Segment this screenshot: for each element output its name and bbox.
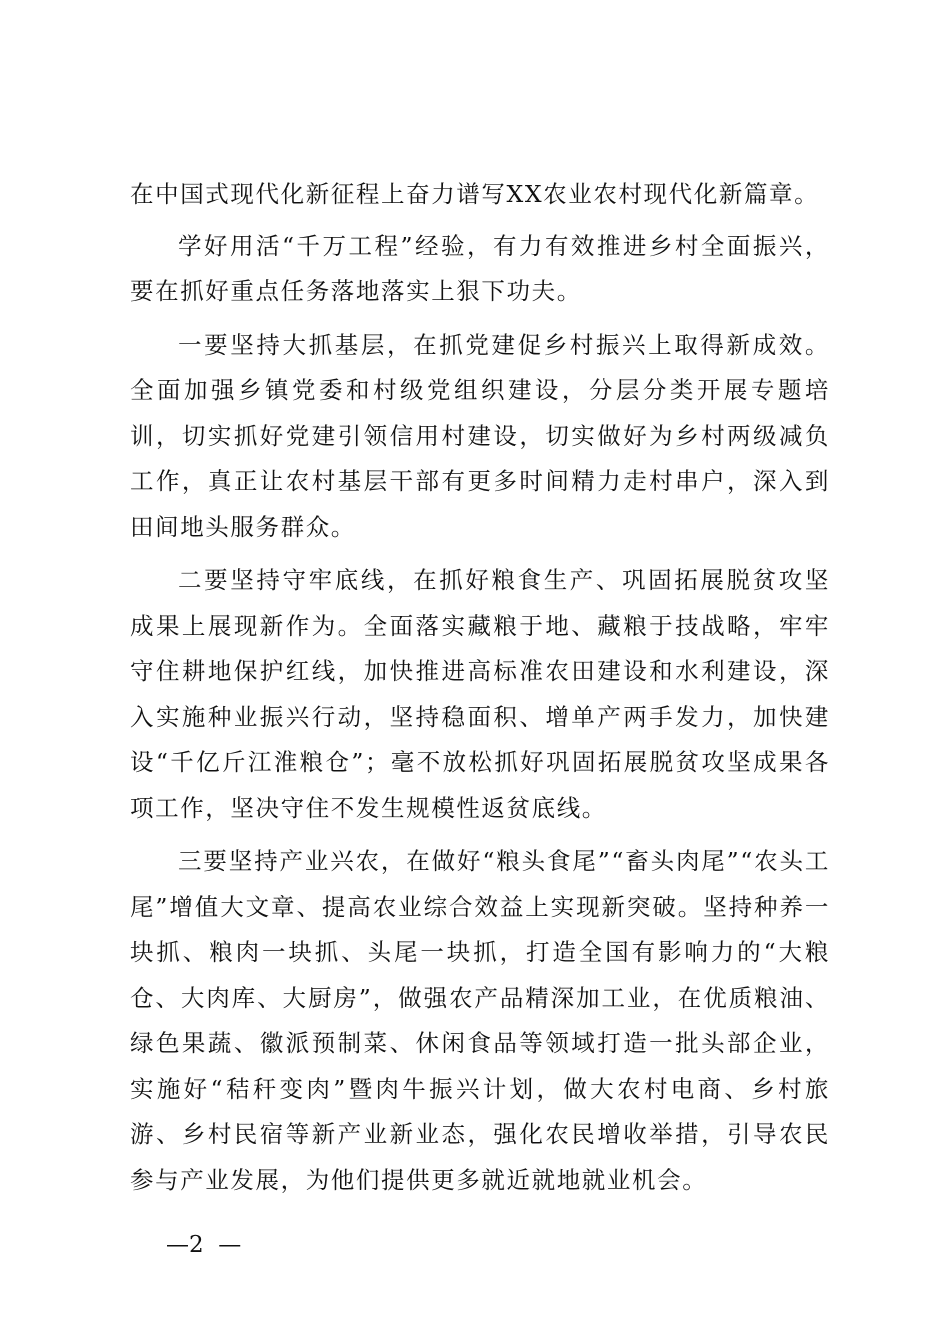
- paragraph-continuation: 在中国式现代化新征程上奋力谱写XX农业农村现代化新篇章。: [130, 180, 820, 208]
- paragraph-point-two: 二要坚持守牢底线，在抓好粮食生产、巩固拓展脱贫攻坚成果上展现新作为。全面落实藏粮于地、藏粮于技战略，牢牢守住耕地保护红线，加快推进高标准农田建设和水利建设，深入实施种业振兴行动，坚持稳面积、增单产两手发力，加快建设“千亿斤江淮粮仓”；毫不放松抓好巩固拓展脱贫攻坚成果各项工作，坚决守住不发生规模性返贫底线。: [130, 566, 830, 822]
- paragraph-point-three: 三要坚持产业兴农，在做好“粮头食尾”“畜头肉尾”“农头工尾”增值大文章、提高农业综合效益上实现新突破。坚持种养一块抓、粮肉一块抓、头尾一块抓，打造全国有影响力的“大粮仓、大肉库、大厨房”，做强农产品精深加工业，在优质粮油、绿色果蔬、徽派预制菜、休闲食品等领域打造一批头部企业，实施好“秸秆变肉”暨肉牛振兴计划，做大农村电商、乡村旅游、乡村民宿等新产业新业态，强化农民增收举措，引导农民参与产业发展，为他们提供更多就近就地就业机会。: [130, 847, 830, 1194]
- paragraph-intro: 学好用活“千万工程”经验，有力有效推进乡村全面振兴，要在抓好重点任务落地落实上狠下功夫。: [130, 231, 830, 305]
- document-body: [130, 172, 830, 1203]
- paragraph-point-one: 一要坚持大抓基层，在抓党建促乡村振兴上取得新成效。全面加强乡镇党委和村级党组织建设，分层分类开展专题培训，切实抓好党建引领信用村建设，切实做好为乡村两级减负工作，真正让农村基层干部有更多时间精力走村串户，深入到田间地头服务群众。: [130, 330, 830, 541]
- page-number: —2 —: [166, 1232, 242, 1258]
